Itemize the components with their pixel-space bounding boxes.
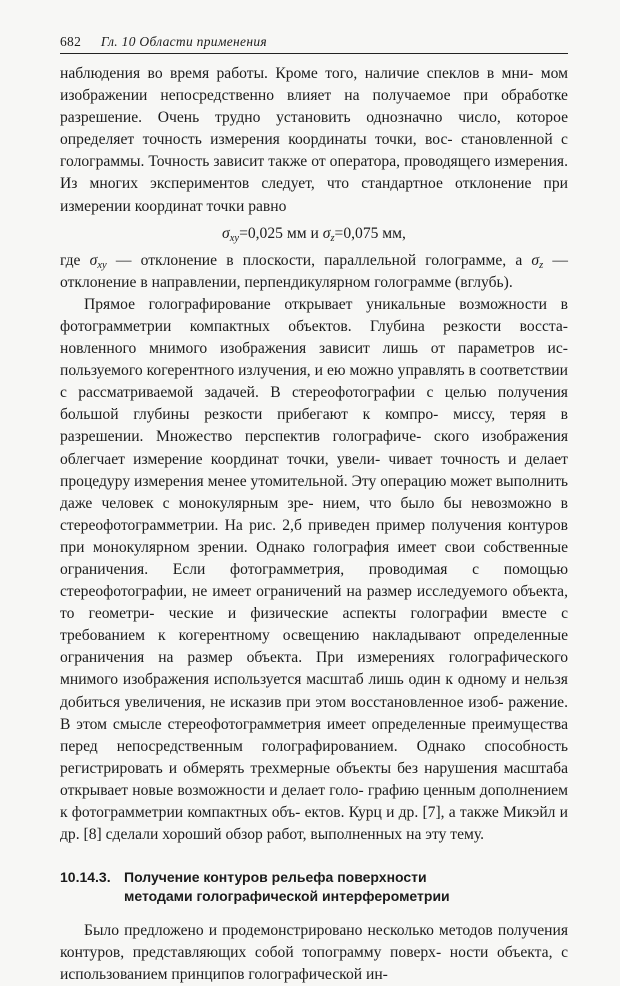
text-line: обработке разрешение. Очень трудно установить однозначно число, [60,87,568,127]
paragraph-3 [60,920,568,986]
text-fragment: где [60,251,90,269]
text-line: Однако голография имеет свои собственные ограничения. Если [60,538,569,578]
text-line: ектов. Курц и др. [7], а также Микэйл и др. [8] сделали хороший [60,804,568,844]
text-line: стандартное отклонение при измерении координат точки равно [60,175,568,215]
text-line: ского изображения облегчает измерение координат точки, увели- [60,428,569,468]
subscript: xy [229,232,240,244]
section-title-line: методами голографической интерферометрии [124,887,450,904]
text-line: становленной с голограммы. Точность зависит также от оператора, [60,131,568,171]
text-line: преимущества перед непосредственным голографированием. Однако [60,715,568,755]
text-line: графию ценным дополнением к фотограмметрии компактных объ- [60,781,568,821]
sigma-symbol: σ [89,251,98,269]
text-line: которое определяет точность измерения координаты точки, вос- [60,109,568,149]
page-number: 682 [60,34,82,49]
text-line: имеет ограничений на размер исследуемого объекта, то геометри- [60,583,568,623]
text-line: миссу, теряя в разрешении. Множество перспектив голографиче- [60,406,569,446]
section-number: 10.14.3. [60,869,111,886]
text-line: новленного мнимого изображения зависит лишь от параметров ис- [60,340,568,358]
text-fragment: — отклонение в плоскости, параллельной голограмме, а [106,251,532,269]
formula-value: =0,025 мм и [239,224,323,242]
running-title: Гл. 10 Области применения [100,34,267,49]
text-line: наблюдения во время работы. Кроме того, наличие спеклов в мни- [60,65,534,82]
text-line: изображения используется масштаб лишь один к одному и нельзя [122,671,568,689]
text-line: когерентному освещению накладывают определенные ограничения [60,627,568,667]
running-header [60,34,568,54]
text-line: целью получения большой глубины резкости прибегают к компро- [60,384,568,424]
text-line: способность регистрировать и обмерять трехмерные объекты без [60,737,568,777]
text-line: мом изображении непосредственно влияет на получаемое при [60,65,568,105]
text-line: проводящего измерения. Из многих экспериментов следует, что [60,153,568,193]
text-line: чивает точность и делает процедуру измерения менее утомительной. [60,450,568,490]
text-line: пользуемого когерентного излучения, и ею можно управлять в [60,362,476,380]
text-line: ческие и физические аспекты голографии вместе с требованием к [60,605,568,645]
text-line: Было предложено и продемонстрировано несколько методов [84,922,493,940]
text-fragment: — отклонение в направлении, перпендикулярном голограмме (вглубь). [60,251,568,291]
text-line: ражение. В этом смысле стереофотограмметрия имеет определенные [60,693,568,733]
sigma-symbol: σ [531,251,540,269]
subscript: z [539,259,544,271]
text-line: приведен пример получения контуров при монокулярном зрении. [60,516,569,556]
text-line: соответствии с рассматриваемой задачей. В стереофотографии с [60,362,568,402]
text-line: обзор работ, выполненных на эту тему. [225,826,485,844]
formula-value: =0,075 мм, [334,224,406,242]
subscript: xy [97,259,107,271]
sigma-symbol: σ [222,224,230,242]
formula-standard-deviation [60,223,568,245]
section-title-line: Получение контуров рельефа поверхности [124,869,427,886]
text-line: получения контуров, представляющих собой топограмму поверх- [60,922,568,962]
main-text [60,63,568,986]
text-line: ности объекта, с использованием принципов голографической ин- [60,944,568,984]
text-line: нием, что было бы невозможно в стереофотограмметрии. На рис. 2,б [60,494,568,534]
paragraph-2 [60,294,568,846]
text-line: нарушения масштаба открывает новые возможности и делает голо- [60,759,568,799]
sigma-symbol: σ [322,224,331,242]
where-clause [60,250,568,294]
paragraph-1 [60,63,568,218]
text-line: на размер объекта. При измерениях голографического мнимого [60,649,568,689]
section-heading [60,868,568,905]
text-line: в фотограмметрии компактных объектов. Глубина резкости восста- [60,295,568,335]
subscript: z [330,232,335,244]
text-line: Эту операцию может выполнить даже человек с монокулярным зре- [60,472,568,512]
text-line: добиться увеличения, не исказив при этом восстановленное изоб- [60,693,504,711]
text-line: фотограмметрия, проводимая с помощью стереофотографии, не [60,560,568,601]
text-line: Прямое голографирование открывает уникальные возможности [84,295,547,313]
